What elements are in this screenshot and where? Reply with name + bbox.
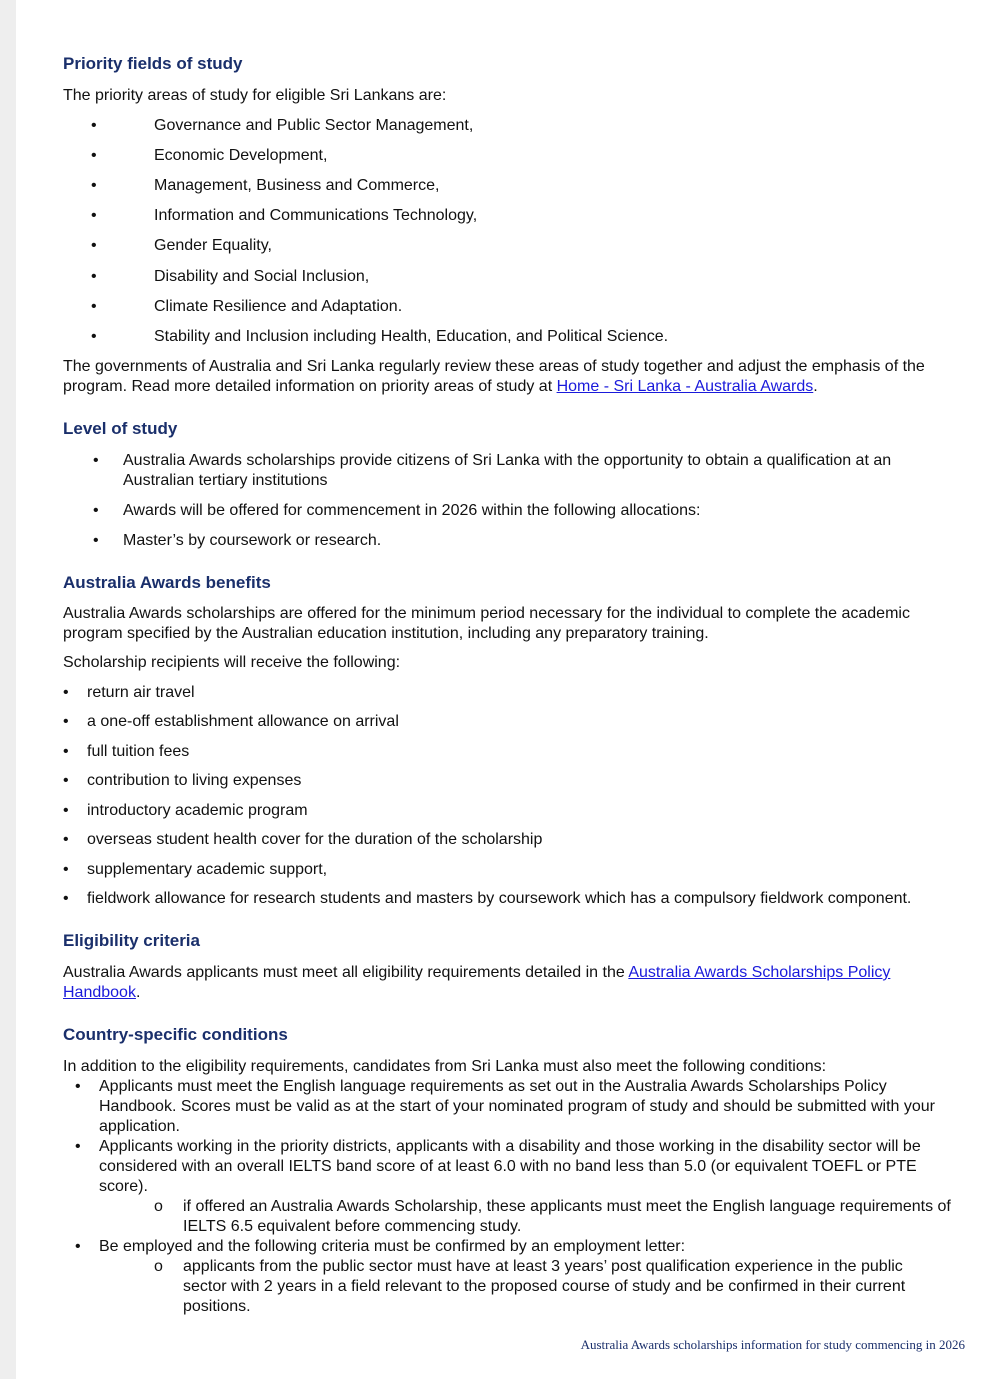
country-heading: Country-specific conditions [63,1025,288,1044]
list-item-text: introductory academic program [87,802,308,819]
list-item-text: fieldwork allowance for research students and masters by coursework which has a compulsory fieldwork component. [87,890,912,907]
bullet-icon: • [75,1238,81,1255]
priority-heading: Priority fields of study [63,54,243,73]
list-item-text: Stability and Inclusion including Health, Education, and Political Science. [154,328,669,345]
bullet-icon: • [91,147,97,164]
list-item-text: Master’s by coursework or research. [123,532,382,549]
list-item-text: return air travel [87,684,195,701]
list-item-text: a one-off establishment allowance on arrival [87,713,399,730]
review-text: The governments of Australia and Sri Lanka regularly review these areas of study together and adjust the emphasis of the program. Read more detailed information on priority areas of study at [63,358,925,395]
list-item-text: overseas student health cover for the duration of the scholarship [87,831,543,848]
bullet-icon: • [91,177,97,194]
circle-bullet-icon: o [154,1198,163,1215]
list-item-text: contribution to living expenses [87,772,302,789]
policy-handbook-link[interactable]: Australia Awards Scholarships Policy Handbook [63,964,891,1001]
review-end: . [813,378,818,395]
priority-intro: The priority areas of study for eligible Sri Lankans are: [63,87,447,104]
bullet-icon: • [91,298,97,315]
list-item-text: Applicants must meet the English language requirements as set out in the Australia Awards Scholarships Policy Handbook. Scores must be valid as at the start of your nominated program of study and should be submitted with your application. [99,1078,936,1135]
bullet-icon: • [63,831,69,848]
list-item-text: Gender Equality, [154,237,272,254]
bullet-icon: • [75,1138,81,1155]
bullet-icon: • [91,268,97,285]
list-item-text: Australia Awards scholarships provide citizens of Sri Lanka with the opportunity to obtain a qualification at an Australian tertiary institutions [123,452,892,489]
list-item-text: full tuition fees [87,743,190,760]
bullet-icon: • [91,237,97,254]
circle-bullet-icon: o [154,1258,163,1275]
list-item-text: Be employed and the following criteria must be confirmed by an employment letter: [99,1238,686,1255]
list-item-text: Climate Resilience and Adaptation. [154,298,403,315]
bullet-icon: • [93,452,99,469]
list-item-text: supplementary academic support, [87,861,328,878]
sri-lanka-awards-link[interactable]: Home - Sri Lanka - Australia Awards [556,378,814,395]
eligibility-end: . [135,984,141,1001]
benefits-intro: Australia Awards scholarships are offered for the minimum period necessary for the individual to complete the academic program specified by the Australian education institution, including any preparatory training. [63,605,910,642]
eligibility-paragraph [63,963,958,1003]
level-heading: Level of study [63,419,178,438]
eligibility-heading: Eligibility criteria [63,931,200,950]
bullet-icon: • [63,802,69,819]
page-edge [0,0,16,1379]
bullet-icon: • [63,861,69,878]
bullet-icon: • [75,1078,81,1095]
list-item-text: Disability and Social Inclusion, [154,268,370,285]
priority-review-paragraph [63,357,958,397]
list-item-text: Governance and Public Sector Management, [154,117,474,134]
bullet-icon: • [91,207,97,224]
list-item-text: applicants from the public sector must have at least 3 years’ post qualification experience in the public sector with 2 years in a field relevant to the proposed course of study and be confirmed in their current positions. [183,1258,906,1315]
bullet-icon: • [93,502,99,519]
bullet-icon: • [63,772,69,789]
bullet-icon: • [91,117,97,134]
list-item-text: Applicants working in the priority districts, applicants with a disability and those working in the disability sector will be considered with an overall IELTS band score of at least 6.0 with no band less than 5.0 (or equivalent TOEFL or PTE score). [99,1138,921,1195]
bullet-icon: • [63,743,69,760]
list-item-text: Awards will be offered for commencement in 2026 within the following allocations: [123,502,701,519]
list-item-text: Management, Business and Commerce, [154,177,440,194]
bullet-icon: • [63,890,69,907]
benefits-recipients: Scholarship recipients will receive the following: [63,654,401,671]
page-footer: Australia Awards scholarships information for study commencing in 2026 [580,1337,965,1352]
bullet-icon: • [93,532,99,549]
benefits-heading: Australia Awards benefits [63,573,271,592]
country-intro: In addition to the eligibility requirements, candidates from Sri Lanka must also meet the following conditions: [63,1058,827,1075]
eligibility-text: Australia Awards applicants must meet all eligibility requirements detailed in the [63,964,629,981]
bullet-icon: • [63,713,69,730]
list-item-text: Information and Communications Technology, [154,207,478,224]
bullet-icon: • [91,328,97,345]
list-item-text: if offered an Australia Awards Scholarship, these applicants must meet the English language requirements of IELTS 6.5 equivalent before commencing study. [183,1198,951,1235]
bullet-icon: • [63,684,69,701]
list-item-text: Economic Development, [154,147,328,164]
